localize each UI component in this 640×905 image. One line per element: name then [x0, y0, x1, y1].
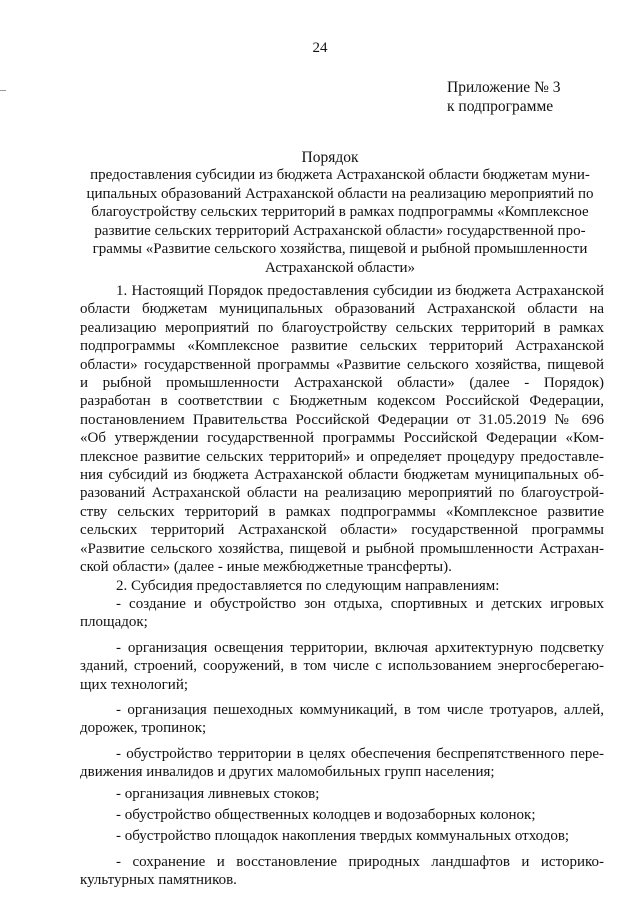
document-body: [80, 282, 604, 890]
paragraph-1-line: 1. Настоящий Порядок предоставления субсидии из бюджета Астраханской: [116, 283, 604, 299]
paragraph-1-line: подпрограммы «Комплексное развитие сельских территорий Астраханской: [80, 338, 604, 355]
list-item-line: площадок;: [80, 614, 148, 631]
paragraph-1-line: разработан в соответствии с Бюджетным кодексом Российской Федерации,: [80, 393, 604, 410]
appendix-line-1: Приложение № 3: [447, 79, 561, 96]
subtitle-line: развитие сельских территорий Астраханской области» государственной про-: [94, 222, 586, 239]
paragraph-1-line: «Развитие сельского хозяйства, пищевой и рыбной промышленности Астрахан-: [80, 540, 604, 557]
subtitle-line: Астраханской области»: [264, 259, 416, 276]
list-item-line: щих технологий;: [80, 676, 189, 693]
paragraph-1-line: ской области» (далее - иные межбюджетные трансферты).: [80, 559, 452, 576]
paragraph-1-line: реализацию мероприятий по благоустройству сельских территорий в рамках: [80, 319, 604, 336]
list-item-line: - организация освещения территории, включая архитектурную подсветку: [116, 639, 604, 656]
appendix-note: [447, 78, 560, 116]
paragraph-1-line: плексное развитие сельских территорий» и определяет процедуру предоставле-: [80, 448, 604, 465]
subtitle-line: граммы «Развитие сельского хозяйства, пищевой и рыбной промышленности: [92, 241, 588, 257]
list-item-line: - обустройство территории в целях обеспечения беспрепятственного пере-: [116, 745, 604, 762]
list-item-line: - обустройство площадок накопления твердых коммунальных отходов;: [116, 828, 570, 845]
paragraph-2-line: 2. Субсидия предоставляется по следующим направлениям:: [116, 577, 500, 594]
paragraph-1-line: сельских территорий Астраханской области» государственной программы: [80, 522, 604, 539]
list-item-line: - обустройство общественных колодцев и водозаборных колонок;: [116, 806, 536, 823]
appendix-line-2: к подпрограмме: [447, 98, 554, 115]
document-title: Порядок: [301, 149, 359, 166]
paragraph-1-line: разований Астраханской области на реализацию мероприятий по благоустрой-: [80, 485, 604, 502]
paragraph-1-line: области бюджетам муниципальных образований Астраханской области на: [80, 301, 604, 318]
paragraph-1-line: области» государственной программы «Развитие сельского хозяйства, пищевой: [80, 356, 604, 373]
list-item-line: дорожек, тропинок;: [80, 720, 207, 737]
list-item-line: зданий, строений, сооружений, в том числе с использованием энергосберегаю-: [80, 658, 604, 675]
list-item-line: - создание и обустройство зон отдыха, спортивных и детских игровых: [116, 595, 604, 612]
subtitle-line: предоставления субсидии из бюджета Астраханской области бюджетам муни-: [90, 167, 590, 183]
list-item-line: - организация пешеходных коммуникаций, в том числе тротуаров, аллей,: [116, 701, 604, 718]
paragraph-1-line: «Об утверждении государственной программы Российской Федерации «Ком-: [80, 430, 604, 447]
paragraph-1-line: ству сельских территорий в рамках подпрограммы «Комплексное развитие: [80, 503, 604, 520]
list-item-line: - организация ливневых стоков;: [116, 785, 320, 802]
paragraph-1-line: ния субсидий из бюджета Астраханской области бюджетам муниципальных об-: [80, 467, 604, 484]
list-item-line: культурных памятников.: [80, 872, 237, 889]
scan-mark: [0, 90, 6, 91]
document-subtitle: [70, 166, 610, 277]
list-item-line: - сохранение и восстановление природных ландшафтов и историко-: [116, 853, 604, 870]
paragraph-1-line: постановлением Правительства Российской Федерации от 31.05.2019 № 696: [80, 411, 604, 428]
paragraph-1-line: и рыбной промышленности Астраханской области» (далее - Порядок): [80, 375, 604, 392]
subtitle-line: ципальных образований Астраханской области на реализацию мероприятий по: [86, 185, 594, 202]
page-number: 24: [312, 40, 328, 56]
subtitle-line: благоустройству сельских территорий в рамках подпрограммы «Комплексное: [91, 204, 589, 220]
list-item-line: движения инвалидов и других маломобильных групп населения;: [80, 764, 495, 781]
